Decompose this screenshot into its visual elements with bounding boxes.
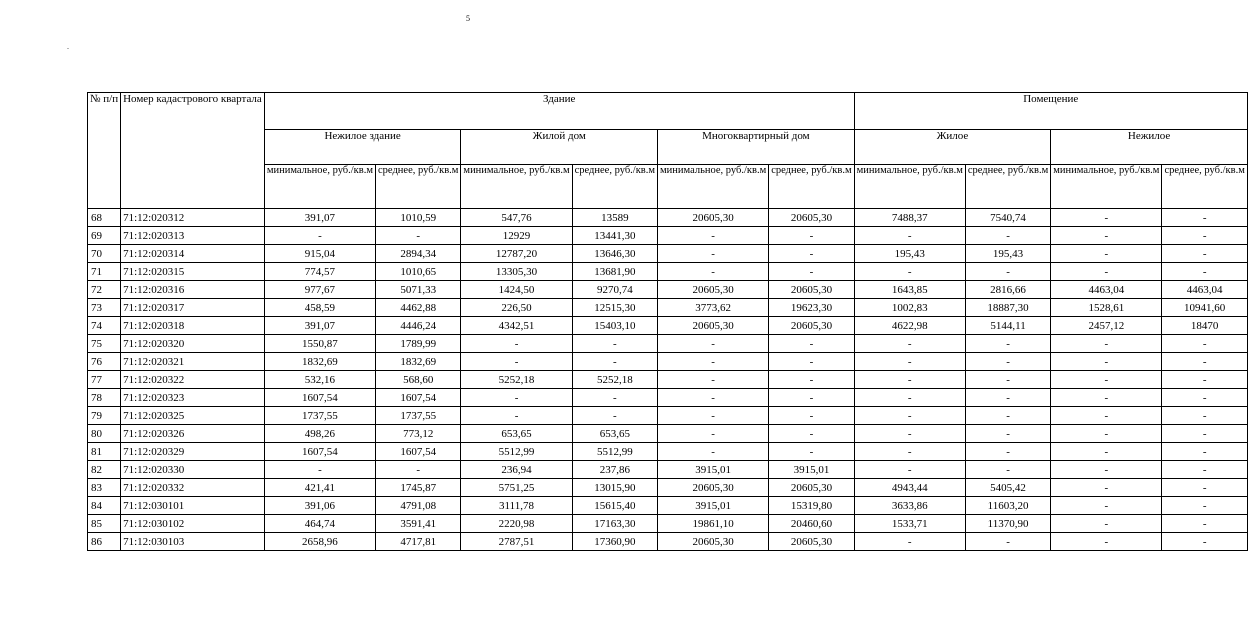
nonres-premises-min: - [1051, 425, 1162, 443]
res-premises-avg: - [965, 227, 1050, 245]
nonres-building-min: 977,67 [264, 281, 375, 299]
nonres-building-min: 1832,69 [264, 353, 375, 371]
nonres-premises-min: - [1051, 407, 1162, 425]
apartment-building-avg: - [769, 371, 854, 389]
table-row [88, 461, 1248, 479]
apartment-building-avg: - [769, 389, 854, 407]
cadastral-number: 71:12:020329 [121, 443, 265, 461]
cadastral-number: 71:12:020314 [121, 245, 265, 263]
header-num: № п/п [88, 93, 121, 209]
nonres-premises-min: 4463,04 [1051, 281, 1162, 299]
apartment-building-min: 20605,30 [658, 209, 769, 227]
res-premises-avg: - [965, 263, 1050, 281]
res-premises-avg: - [965, 389, 1050, 407]
nonres-premises-min: - [1051, 209, 1162, 227]
table-row [88, 443, 1248, 461]
apartment-building-min: - [658, 371, 769, 389]
header-building: Здание [264, 93, 854, 130]
nonres-building-min: 1550,87 [264, 335, 375, 353]
nonres-building-avg: 1607,54 [376, 389, 461, 407]
res-house-avg: 237,86 [572, 461, 657, 479]
res-premises-avg: - [965, 443, 1050, 461]
res-premises-min: 7488,37 [854, 209, 965, 227]
table-row [88, 407, 1248, 425]
apartment-building-min: 20605,30 [658, 479, 769, 497]
nonres-building-min: - [264, 461, 375, 479]
row-number: 77 [88, 371, 121, 389]
cadastral-number: 71:12:030101 [121, 497, 265, 515]
apartment-building-avg: 20605,30 [769, 281, 854, 299]
table-row [88, 515, 1248, 533]
row-number: 79 [88, 407, 121, 425]
apartment-building-avg: 20605,30 [769, 209, 854, 227]
nonres-premises-min: - [1051, 245, 1162, 263]
apartment-building-min: 19861,10 [658, 515, 769, 533]
res-house-avg: 12515,30 [572, 299, 657, 317]
row-number: 80 [88, 425, 121, 443]
res-premises-avg: 5144,11 [965, 317, 1050, 335]
header-residential-house: Жилой дом [461, 130, 658, 165]
res-premises-avg: 2816,66 [965, 281, 1050, 299]
apartment-building-avg: 3915,01 [769, 461, 854, 479]
res-premises-min: - [854, 353, 965, 371]
apartment-building-min: - [658, 263, 769, 281]
res-premises-avg: 195,43 [965, 245, 1050, 263]
cadastral-number: 71:12:020318 [121, 317, 265, 335]
nonres-building-min: 391,07 [264, 317, 375, 335]
cadastral-number: 71:12:020317 [121, 299, 265, 317]
nonres-building-min: 458,59 [264, 299, 375, 317]
res-premises-avg: - [965, 461, 1050, 479]
cadastral-number: 71:12:020313 [121, 227, 265, 245]
table-row [88, 497, 1248, 515]
apartment-building-avg: - [769, 443, 854, 461]
res-premises-min: 1533,71 [854, 515, 965, 533]
nonres-premises-avg: 10941,60 [1162, 299, 1247, 317]
cadastral-number: 71:12:020315 [121, 263, 265, 281]
row-number: 76 [88, 353, 121, 371]
cadastral-number: 71:12:020316 [121, 281, 265, 299]
nonres-premises-avg: - [1162, 425, 1247, 443]
res-premises-min: 1002,83 [854, 299, 965, 317]
apartment-building-avg: - [769, 425, 854, 443]
nonres-building-min: 532,16 [264, 371, 375, 389]
res-premises-min: - [854, 335, 965, 353]
row-number: 72 [88, 281, 121, 299]
nonres-building-min: 1607,54 [264, 443, 375, 461]
res-house-avg: 13589 [572, 209, 657, 227]
table-row [88, 533, 1248, 551]
nonres-premises-min: 1528,61 [1051, 299, 1162, 317]
table-row [88, 299, 1248, 317]
header-cadastral: Номер кадастрового квартала [121, 93, 265, 209]
apartment-building-min: 3773,62 [658, 299, 769, 317]
cadastral-number: 71:12:020326 [121, 425, 265, 443]
table-row [88, 245, 1248, 263]
apartment-building-min: - [658, 335, 769, 353]
cadastral-number: 71:12:020325 [121, 407, 265, 425]
res-premises-min: - [854, 533, 965, 551]
header-nonresidential-building: Нежилое здание [264, 130, 461, 165]
nonres-building-min: 421,41 [264, 479, 375, 497]
row-number: 73 [88, 299, 121, 317]
nonres-premises-min: - [1051, 461, 1162, 479]
nonres-building-min: - [264, 227, 375, 245]
cadastral-number: 71:12:030103 [121, 533, 265, 551]
nonres-building-min: 391,07 [264, 209, 375, 227]
nonres-building-min: 498,26 [264, 425, 375, 443]
res-house-avg: - [572, 389, 657, 407]
apartment-building-avg: - [769, 263, 854, 281]
nonres-building-avg: 1010,59 [376, 209, 461, 227]
res-house-min: 12787,20 [461, 245, 572, 263]
res-house-min: 4342,51 [461, 317, 572, 335]
res-house-min: 3111,78 [461, 497, 572, 515]
nonres-building-min: 1737,55 [264, 407, 375, 425]
row-number: 71 [88, 263, 121, 281]
res-house-min: - [461, 407, 572, 425]
table-row [88, 371, 1248, 389]
res-premises-min: - [854, 263, 965, 281]
res-premises-avg: 11370,90 [965, 515, 1050, 533]
cadastral-number: 71:12:020321 [121, 353, 265, 371]
apartment-building-min: - [658, 353, 769, 371]
nonres-premises-avg: - [1162, 407, 1247, 425]
res-premises-avg: - [965, 371, 1050, 389]
apartment-building-min: 20605,30 [658, 281, 769, 299]
header-avg: среднее, руб./кв.м [572, 165, 657, 209]
nonres-building-avg: 1745,87 [376, 479, 461, 497]
apartment-building-min: 3915,01 [658, 461, 769, 479]
res-premises-min: - [854, 389, 965, 407]
row-number: 75 [88, 335, 121, 353]
nonres-building-avg: - [376, 227, 461, 245]
res-premises-min: 4943,44 [854, 479, 965, 497]
res-house-min: 236,94 [461, 461, 572, 479]
table-row [88, 263, 1248, 281]
nonres-building-avg: - [376, 461, 461, 479]
res-house-avg: 15615,40 [572, 497, 657, 515]
res-premises-avg: - [965, 425, 1050, 443]
res-premises-avg: 11603,20 [965, 497, 1050, 515]
res-premises-avg: 18887,30 [965, 299, 1050, 317]
res-house-avg: - [572, 353, 657, 371]
res-house-min: 12929 [461, 227, 572, 245]
nonres-building-avg: 1737,55 [376, 407, 461, 425]
nonres-premises-avg: - [1162, 227, 1247, 245]
apartment-building-avg: 20605,30 [769, 317, 854, 335]
res-premises-min: - [854, 227, 965, 245]
row-number: 69 [88, 227, 121, 245]
header-avg: среднее, руб./кв.м [769, 165, 854, 209]
nonres-building-avg: 4446,24 [376, 317, 461, 335]
res-premises-min: - [854, 371, 965, 389]
header-avg: среднее, руб./кв.м [965, 165, 1050, 209]
res-house-min: 547,76 [461, 209, 572, 227]
nonres-premises-avg: - [1162, 497, 1247, 515]
nonres-premises-avg: - [1162, 443, 1247, 461]
nonres-building-avg: 3591,41 [376, 515, 461, 533]
apartment-building-avg: 20605,30 [769, 479, 854, 497]
res-house-avg: 5252,18 [572, 371, 657, 389]
apartment-building-avg: 20605,30 [769, 533, 854, 551]
table-row [88, 425, 1248, 443]
nonres-building-avg: 568,60 [376, 371, 461, 389]
res-house-min: 2220,98 [461, 515, 572, 533]
row-number: 68 [88, 209, 121, 227]
table-row [88, 227, 1248, 245]
row-number: 84 [88, 497, 121, 515]
nonres-building-min: 774,57 [264, 263, 375, 281]
nonres-building-avg: 4717,81 [376, 533, 461, 551]
apartment-building-min: - [658, 407, 769, 425]
nonres-premises-min: - [1051, 479, 1162, 497]
nonres-premises-avg: - [1162, 389, 1247, 407]
header-residential-premises: Жилое [854, 130, 1051, 165]
res-premises-min: - [854, 443, 965, 461]
nonres-premises-min: - [1051, 263, 1162, 281]
res-premises-min: 195,43 [854, 245, 965, 263]
nonres-premises-avg: - [1162, 371, 1247, 389]
header-apartment-building: Многоквартирный дом [658, 130, 855, 165]
nonres-building-min: 464,74 [264, 515, 375, 533]
header-min: минимальное, руб./кв.м [658, 165, 769, 209]
nonres-premises-min: - [1051, 371, 1162, 389]
row-number: 83 [88, 479, 121, 497]
res-house-min: - [461, 353, 572, 371]
nonres-building-avg: 1789,99 [376, 335, 461, 353]
row-number: 70 [88, 245, 121, 263]
apartment-building-avg: - [769, 227, 854, 245]
res-house-avg: 13681,90 [572, 263, 657, 281]
table-header [88, 93, 1248, 209]
nonres-premises-avg: - [1162, 209, 1247, 227]
nonres-building-avg: 1832,69 [376, 353, 461, 371]
nonres-building-avg: 5071,33 [376, 281, 461, 299]
res-house-avg: - [572, 407, 657, 425]
nonres-building-min: 915,04 [264, 245, 375, 263]
nonres-building-avg: 2894,34 [376, 245, 461, 263]
res-premises-avg: - [965, 353, 1050, 371]
nonres-premises-min: - [1051, 515, 1162, 533]
row-number: 74 [88, 317, 121, 335]
nonres-premises-avg: - [1162, 479, 1247, 497]
nonres-building-avg: 1010,65 [376, 263, 461, 281]
res-house-min: 653,65 [461, 425, 572, 443]
table-row [88, 353, 1248, 371]
row-number: 81 [88, 443, 121, 461]
res-premises-avg: - [965, 407, 1050, 425]
res-house-avg: 653,65 [572, 425, 657, 443]
apartment-building-min: - [658, 425, 769, 443]
res-premises-avg: - [965, 533, 1050, 551]
res-house-avg: 13441,30 [572, 227, 657, 245]
res-house-avg: 15403,10 [572, 317, 657, 335]
apartment-building-avg: - [769, 353, 854, 371]
nonres-building-avg: 4462,88 [376, 299, 461, 317]
row-number: 85 [88, 515, 121, 533]
apartment-building-avg: - [769, 245, 854, 263]
res-house-avg: 5512,99 [572, 443, 657, 461]
res-premises-avg: 5405,42 [965, 479, 1050, 497]
nonres-building-min: 1607,54 [264, 389, 375, 407]
nonres-premises-avg: - [1162, 353, 1247, 371]
cadastral-number: 71:12:020320 [121, 335, 265, 353]
cadastral-number: 71:12:020332 [121, 479, 265, 497]
res-premises-min: 4622,98 [854, 317, 965, 335]
nonres-premises-avg: - [1162, 533, 1247, 551]
scan-mark [67, 48, 69, 49]
nonres-premises-min: 2457,12 [1051, 317, 1162, 335]
apartment-building-avg: 20460,60 [769, 515, 854, 533]
res-house-avg: 13015,90 [572, 479, 657, 497]
apartment-building-min: 20605,30 [658, 533, 769, 551]
apartment-building-min: - [658, 245, 769, 263]
nonres-building-avg: 773,12 [376, 425, 461, 443]
row-number: 82 [88, 461, 121, 479]
header-premises: Помещение [854, 93, 1247, 130]
nonres-premises-avg: 4463,04 [1162, 281, 1247, 299]
nonres-premises-avg: - [1162, 263, 1247, 281]
table-row [88, 389, 1248, 407]
res-house-min: - [461, 389, 572, 407]
res-house-min: 5751,25 [461, 479, 572, 497]
apartment-building-min: - [658, 389, 769, 407]
header-min: минимальное, руб./кв.м [854, 165, 965, 209]
res-premises-min: - [854, 407, 965, 425]
res-house-min: 2787,51 [461, 533, 572, 551]
nonres-premises-avg: - [1162, 515, 1247, 533]
res-premises-min: 1643,85 [854, 281, 965, 299]
res-house-min: 1424,50 [461, 281, 572, 299]
cadastral-number: 71:12:020312 [121, 209, 265, 227]
page-number: 5 [466, 14, 470, 23]
apartment-building-min: - [658, 227, 769, 245]
nonres-building-avg: 1607,54 [376, 443, 461, 461]
nonres-building-min: 391,06 [264, 497, 375, 515]
res-house-min: - [461, 335, 572, 353]
res-house-min: 13305,30 [461, 263, 572, 281]
res-premises-avg: - [965, 335, 1050, 353]
nonres-premises-min: - [1051, 227, 1162, 245]
apartment-building-avg: - [769, 335, 854, 353]
nonres-premises-min: - [1051, 443, 1162, 461]
table-row [88, 281, 1248, 299]
apartment-building-min: - [658, 443, 769, 461]
cadastral-number: 71:12:020322 [121, 371, 265, 389]
res-house-min: 5252,18 [461, 371, 572, 389]
apartment-building-min: 20605,30 [658, 317, 769, 335]
apartment-building-avg: 15319,80 [769, 497, 854, 515]
nonres-building-min: 2658,96 [264, 533, 375, 551]
apartment-building-avg: - [769, 407, 854, 425]
apartment-building-avg: 19623,30 [769, 299, 854, 317]
row-number: 78 [88, 389, 121, 407]
header-min: минимальное, руб./кв.м [264, 165, 375, 209]
nonres-premises-avg: - [1162, 245, 1247, 263]
cadastral-number: 71:12:020330 [121, 461, 265, 479]
nonres-building-avg: 4791,08 [376, 497, 461, 515]
res-house-min: 226,50 [461, 299, 572, 317]
cadastral-number: 71:12:020323 [121, 389, 265, 407]
nonres-premises-min: - [1051, 353, 1162, 371]
table-row [88, 479, 1248, 497]
res-premises-min: - [854, 425, 965, 443]
res-house-avg: 9270,74 [572, 281, 657, 299]
res-house-avg: 13646,30 [572, 245, 657, 263]
header-avg: среднее, руб./кв.м [1162, 165, 1247, 209]
header-avg: среднее, руб./кв.м [376, 165, 461, 209]
res-house-avg: 17163,30 [572, 515, 657, 533]
res-house-avg: 17360,90 [572, 533, 657, 551]
res-house-min: 5512,99 [461, 443, 572, 461]
table-row [88, 335, 1248, 353]
header-min: минимальное, руб./кв.м [1051, 165, 1162, 209]
cadastral-number: 71:12:030102 [121, 515, 265, 533]
table-row [88, 209, 1248, 227]
nonres-premises-min: - [1051, 389, 1162, 407]
res-house-avg: - [572, 335, 657, 353]
nonres-premises-min: - [1051, 335, 1162, 353]
table-row [88, 317, 1248, 335]
nonres-premises-min: - [1051, 497, 1162, 515]
header-min: минимальное, руб./кв.м [461, 165, 572, 209]
nonres-premises-avg: 18470 [1162, 317, 1247, 335]
nonres-premises-avg: - [1162, 461, 1247, 479]
res-premises-avg: 7540,74 [965, 209, 1050, 227]
cadastral-price-table [87, 92, 1248, 551]
header-nonresidential-premises: Нежилое [1051, 130, 1248, 165]
res-premises-min: 3633,86 [854, 497, 965, 515]
apartment-building-min: 3915,01 [658, 497, 769, 515]
row-number: 86 [88, 533, 121, 551]
table-body [88, 209, 1248, 551]
res-premises-min: - [854, 461, 965, 479]
nonres-premises-avg: - [1162, 335, 1247, 353]
nonres-premises-min: - [1051, 533, 1162, 551]
